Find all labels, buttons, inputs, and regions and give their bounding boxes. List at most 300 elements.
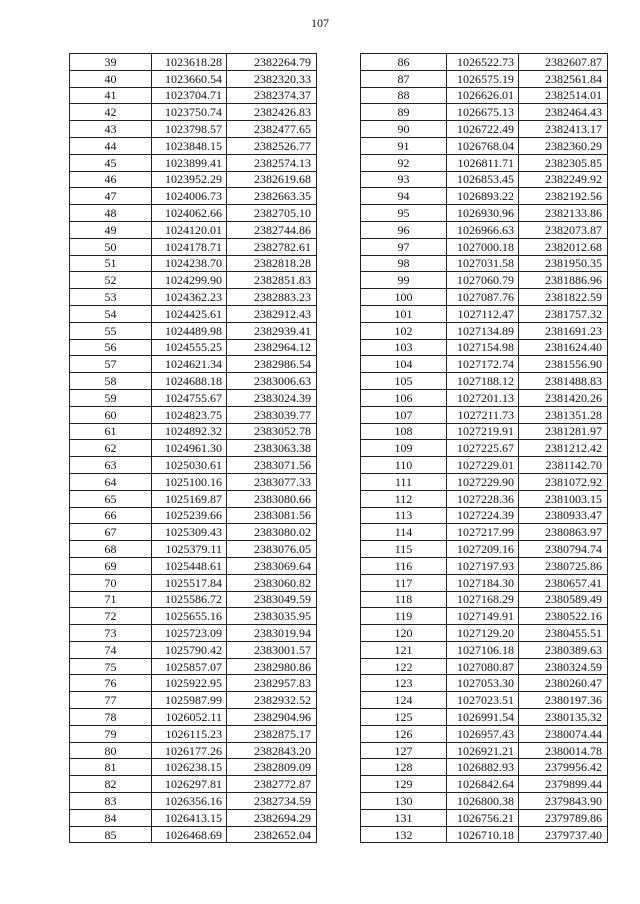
point-number-cell: 123 — [361, 675, 447, 692]
point-number-cell: 91 — [361, 137, 447, 154]
table-row — [361, 608, 608, 625]
x-coordinate-cell: 1025723.09 — [152, 625, 227, 642]
x-coordinate-cell: 1026356.16 — [152, 793, 227, 810]
page-number: 107 — [311, 16, 329, 30]
point-number-cell: 51 — [70, 255, 152, 272]
point-number-cell: 70 — [70, 574, 152, 591]
point-number-cell: 75 — [70, 658, 152, 675]
table-row — [70, 137, 317, 154]
point-number-cell: 65 — [70, 490, 152, 507]
x-coordinate-cell: 1027112.47 — [447, 305, 519, 322]
y-coordinate-cell: 2382939.41 — [227, 322, 317, 339]
table-row — [361, 574, 608, 591]
point-number-cell: 58 — [70, 373, 152, 390]
y-coordinate-cell: 2383069.64 — [227, 557, 317, 574]
x-coordinate-cell: 1026575.19 — [447, 70, 519, 87]
table-row — [361, 70, 608, 87]
table-row — [361, 188, 608, 205]
y-coordinate-cell: 2380324.59 — [519, 658, 608, 675]
x-coordinate-cell: 1023899.41 — [152, 154, 227, 171]
table-row — [70, 457, 317, 474]
y-coordinate-cell: 2382264.79 — [227, 54, 317, 71]
x-coordinate-cell: 1026921.21 — [447, 742, 519, 759]
point-number-cell: 89 — [361, 104, 447, 121]
y-coordinate-cell: 2380725.86 — [519, 557, 608, 574]
point-number-cell: 48 — [70, 205, 152, 222]
point-number-cell: 98 — [361, 255, 447, 272]
table-row — [361, 54, 608, 71]
y-coordinate-cell: 2382320.33 — [227, 70, 317, 87]
point-number-cell: 88 — [361, 87, 447, 104]
x-coordinate-cell: 1025030.61 — [152, 457, 227, 474]
table-row — [70, 423, 317, 440]
x-coordinate-cell: 1027201.13 — [447, 389, 519, 406]
point-number-cell: 47 — [70, 188, 152, 205]
point-number-cell: 130 — [361, 793, 447, 810]
x-coordinate-cell: 1024823.75 — [152, 406, 227, 423]
table-row — [70, 759, 317, 776]
table-row — [361, 389, 608, 406]
point-number-cell: 94 — [361, 188, 447, 205]
point-number-cell: 113 — [361, 507, 447, 524]
table-row — [70, 591, 317, 608]
table-row — [361, 675, 608, 692]
point-number-cell: 110 — [361, 457, 447, 474]
point-number-cell: 129 — [361, 776, 447, 793]
y-coordinate-cell: 2380197.36 — [519, 692, 608, 709]
x-coordinate-cell: 1026115.23 — [152, 725, 227, 742]
x-coordinate-cell: 1026675.13 — [447, 104, 519, 121]
y-coordinate-cell: 2381822.59 — [519, 289, 608, 306]
point-number-cell: 122 — [361, 658, 447, 675]
y-coordinate-cell: 2379843.90 — [519, 793, 608, 810]
point-number-cell: 53 — [70, 289, 152, 306]
point-number-cell: 87 — [361, 70, 447, 87]
point-number-cell: 60 — [70, 406, 152, 423]
x-coordinate-cell: 1025517.84 — [152, 574, 227, 591]
y-coordinate-cell: 2380074.44 — [519, 725, 608, 742]
x-coordinate-cell: 1024961.30 — [152, 440, 227, 457]
point-number-cell: 108 — [361, 423, 447, 440]
x-coordinate-cell: 1026710.18 — [447, 826, 519, 843]
point-number-cell: 120 — [361, 625, 447, 642]
point-number-cell: 50 — [70, 238, 152, 255]
x-coordinate-cell: 1027134.89 — [447, 322, 519, 339]
x-coordinate-cell: 1027224.39 — [447, 507, 519, 524]
table-row — [70, 557, 317, 574]
x-coordinate-cell: 1024755.67 — [152, 389, 227, 406]
x-coordinate-cell: 1027080.87 — [447, 658, 519, 675]
table-row — [70, 255, 317, 272]
table-row — [70, 473, 317, 490]
x-coordinate-cell: 1026413.15 — [152, 809, 227, 826]
table-row — [70, 641, 317, 658]
y-coordinate-cell: 2383080.02 — [227, 524, 317, 541]
y-coordinate-cell: 2381212.42 — [519, 440, 608, 457]
x-coordinate-cell: 1027023.51 — [447, 692, 519, 709]
point-number-cell: 86 — [361, 54, 447, 71]
x-coordinate-cell: 1024425.61 — [152, 305, 227, 322]
point-number-cell: 46 — [70, 171, 152, 188]
y-coordinate-cell: 2383052.78 — [227, 423, 317, 440]
y-coordinate-cell: 2382663.35 — [227, 188, 317, 205]
y-coordinate-cell: 2381886.96 — [519, 272, 608, 289]
point-number-cell: 132 — [361, 826, 447, 843]
table-row — [361, 406, 608, 423]
point-number-cell: 81 — [70, 759, 152, 776]
y-coordinate-cell: 2383019.94 — [227, 625, 317, 642]
table-row — [361, 776, 608, 793]
x-coordinate-cell: 1025239.66 — [152, 507, 227, 524]
table-row — [70, 793, 317, 810]
point-number-cell: 111 — [361, 473, 447, 490]
x-coordinate-cell: 1025448.61 — [152, 557, 227, 574]
y-coordinate-cell: 2383063.38 — [227, 440, 317, 457]
table-row — [70, 608, 317, 625]
x-coordinate-cell: 1026930.96 — [447, 205, 519, 222]
point-number-cell: 116 — [361, 557, 447, 574]
table-row — [361, 289, 608, 306]
table-row — [70, 238, 317, 255]
table-row — [361, 507, 608, 524]
y-coordinate-cell: 2382912.43 — [227, 305, 317, 322]
point-number-cell: 95 — [361, 205, 447, 222]
table-row — [361, 104, 608, 121]
x-coordinate-cell: 1024362.23 — [152, 289, 227, 306]
x-coordinate-cell: 1026811.71 — [447, 154, 519, 171]
x-coordinate-cell: 1027188.12 — [447, 373, 519, 390]
y-coordinate-cell: 2381950.35 — [519, 255, 608, 272]
y-coordinate-cell: 2382964.12 — [227, 339, 317, 356]
table-row — [361, 725, 608, 742]
table-row — [361, 440, 608, 457]
point-number-cell: 112 — [361, 490, 447, 507]
y-coordinate-cell: 2380863.97 — [519, 524, 608, 541]
point-number-cell: 76 — [70, 675, 152, 692]
table-row — [361, 87, 608, 104]
table-row — [70, 121, 317, 138]
table-row — [70, 776, 317, 793]
point-number-cell: 97 — [361, 238, 447, 255]
point-number-cell: 128 — [361, 759, 447, 776]
y-coordinate-cell: 2382012.68 — [519, 238, 608, 255]
coordinates-table-left-body — [70, 54, 317, 843]
y-coordinate-cell: 2382477.65 — [227, 121, 317, 138]
y-coordinate-cell: 2382932.52 — [227, 692, 317, 709]
table-row — [361, 305, 608, 322]
y-coordinate-cell: 2382607.87 — [519, 54, 608, 71]
y-coordinate-cell: 2381072.92 — [519, 473, 608, 490]
y-coordinate-cell: 2382249.92 — [519, 171, 608, 188]
x-coordinate-cell: 1027229.90 — [447, 473, 519, 490]
point-number-cell: 119 — [361, 608, 447, 625]
table-row — [70, 725, 317, 742]
table-row — [70, 809, 317, 826]
x-coordinate-cell: 1027053.30 — [447, 675, 519, 692]
point-number-cell: 56 — [70, 339, 152, 356]
point-number-cell: 84 — [70, 809, 152, 826]
point-number-cell: 103 — [361, 339, 447, 356]
y-coordinate-cell: 2382360.29 — [519, 137, 608, 154]
x-coordinate-cell: 1026882.93 — [447, 759, 519, 776]
table-row — [361, 373, 608, 390]
x-coordinate-cell: 1027106.18 — [447, 641, 519, 658]
table-row — [70, 490, 317, 507]
table-row — [70, 54, 317, 71]
x-coordinate-cell: 1027087.76 — [447, 289, 519, 306]
table-row — [70, 574, 317, 591]
point-number-cell: 93 — [361, 171, 447, 188]
table-row — [361, 793, 608, 810]
point-number-cell: 62 — [70, 440, 152, 457]
point-number-cell: 114 — [361, 524, 447, 541]
table-row — [70, 742, 317, 759]
y-coordinate-cell: 2381420.26 — [519, 389, 608, 406]
y-coordinate-cell: 2381556.90 — [519, 356, 608, 373]
x-coordinate-cell: 1027209.16 — [447, 541, 519, 558]
table-row — [70, 205, 317, 222]
x-coordinate-cell: 1024006.73 — [152, 188, 227, 205]
y-coordinate-cell: 2382514.01 — [519, 87, 608, 104]
table-row — [361, 524, 608, 541]
y-coordinate-cell: 2382374.37 — [227, 87, 317, 104]
y-coordinate-cell: 2382694.29 — [227, 809, 317, 826]
table-row — [361, 809, 608, 826]
y-coordinate-cell: 2383035.95 — [227, 608, 317, 625]
table-row — [70, 507, 317, 524]
point-number-cell: 40 — [70, 70, 152, 87]
y-coordinate-cell: 2382986.54 — [227, 356, 317, 373]
x-coordinate-cell: 1023848.15 — [152, 137, 227, 154]
x-coordinate-cell: 1024062.66 — [152, 205, 227, 222]
y-coordinate-cell: 2382875.17 — [227, 725, 317, 742]
x-coordinate-cell: 1025309.43 — [152, 524, 227, 541]
x-coordinate-cell: 1025586.72 — [152, 591, 227, 608]
point-number-cell: 101 — [361, 305, 447, 322]
table-row — [361, 205, 608, 222]
x-coordinate-cell: 1027225.67 — [447, 440, 519, 457]
table-row — [361, 557, 608, 574]
y-coordinate-cell: 2382561.84 — [519, 70, 608, 87]
point-number-cell: 68 — [70, 541, 152, 558]
x-coordinate-cell: 1025922.95 — [152, 675, 227, 692]
point-number-cell: 54 — [70, 305, 152, 322]
point-number-cell: 124 — [361, 692, 447, 709]
y-coordinate-cell: 2383071.56 — [227, 457, 317, 474]
point-number-cell: 71 — [70, 591, 152, 608]
y-coordinate-cell: 2382734.59 — [227, 793, 317, 810]
point-number-cell: 105 — [361, 373, 447, 390]
y-coordinate-cell: 2380657.41 — [519, 574, 608, 591]
point-number-cell: 73 — [70, 625, 152, 642]
table-row — [70, 389, 317, 406]
y-coordinate-cell: 2383049.59 — [227, 591, 317, 608]
x-coordinate-cell: 1026991.54 — [447, 709, 519, 726]
point-number-cell: 55 — [70, 322, 152, 339]
table-row — [70, 272, 317, 289]
table-row — [361, 625, 608, 642]
point-number-cell: 79 — [70, 725, 152, 742]
y-coordinate-cell: 2381624.40 — [519, 339, 608, 356]
x-coordinate-cell: 1024892.32 — [152, 423, 227, 440]
table-row — [70, 625, 317, 642]
y-coordinate-cell: 2382772.87 — [227, 776, 317, 793]
table-row — [70, 440, 317, 457]
y-coordinate-cell: 2383076.05 — [227, 541, 317, 558]
x-coordinate-cell: 1024299.90 — [152, 272, 227, 289]
point-number-cell: 90 — [361, 121, 447, 138]
x-coordinate-cell: 1027211.73 — [447, 406, 519, 423]
table-row — [361, 759, 608, 776]
x-coordinate-cell: 1024178.71 — [152, 238, 227, 255]
point-number-cell: 131 — [361, 809, 447, 826]
table-row — [361, 339, 608, 356]
x-coordinate-cell: 1026842.64 — [447, 776, 519, 793]
x-coordinate-cell: 1024555.25 — [152, 339, 227, 356]
table-row — [70, 87, 317, 104]
y-coordinate-cell: 2379956.42 — [519, 759, 608, 776]
y-coordinate-cell: 2382526.77 — [227, 137, 317, 154]
table-row — [70, 289, 317, 306]
x-coordinate-cell: 1026893.22 — [447, 188, 519, 205]
y-coordinate-cell: 2383001.57 — [227, 641, 317, 658]
point-number-cell: 126 — [361, 725, 447, 742]
point-number-cell: 85 — [70, 826, 152, 843]
x-coordinate-cell: 1026768.04 — [447, 137, 519, 154]
table-row — [361, 692, 608, 709]
table-row — [70, 171, 317, 188]
y-coordinate-cell: 2381351.28 — [519, 406, 608, 423]
point-number-cell: 61 — [70, 423, 152, 440]
y-coordinate-cell: 2382744.86 — [227, 221, 317, 238]
y-coordinate-cell: 2381488.83 — [519, 373, 608, 390]
point-number-cell: 49 — [70, 221, 152, 238]
table-row — [361, 356, 608, 373]
point-number-cell: 117 — [361, 574, 447, 591]
point-number-cell: 66 — [70, 507, 152, 524]
point-number-cell: 80 — [70, 742, 152, 759]
x-coordinate-cell: 1027172.74 — [447, 356, 519, 373]
point-number-cell: 43 — [70, 121, 152, 138]
table-row — [70, 322, 317, 339]
x-coordinate-cell: 1025100.16 — [152, 473, 227, 490]
y-coordinate-cell: 2381281.97 — [519, 423, 608, 440]
point-number-cell: 39 — [70, 54, 152, 71]
point-number-cell: 41 — [70, 87, 152, 104]
x-coordinate-cell: 1025655.16 — [152, 608, 227, 625]
y-coordinate-cell: 2383024.39 — [227, 389, 317, 406]
point-number-cell: 77 — [70, 692, 152, 709]
x-coordinate-cell: 1026468.69 — [152, 826, 227, 843]
x-coordinate-cell: 1027168.29 — [447, 591, 519, 608]
point-number-cell: 104 — [361, 356, 447, 373]
table-row — [70, 373, 317, 390]
table-row — [361, 709, 608, 726]
y-coordinate-cell: 2383080.66 — [227, 490, 317, 507]
x-coordinate-cell: 1026756.21 — [447, 809, 519, 826]
y-coordinate-cell: 2380522.16 — [519, 608, 608, 625]
point-number-cell: 64 — [70, 473, 152, 490]
point-number-cell: 92 — [361, 154, 447, 171]
table-row — [361, 171, 608, 188]
point-number-cell: 57 — [70, 356, 152, 373]
y-coordinate-cell: 2383060.82 — [227, 574, 317, 591]
table-row — [70, 675, 317, 692]
x-coordinate-cell: 1027219.91 — [447, 423, 519, 440]
x-coordinate-cell: 1026626.01 — [447, 87, 519, 104]
x-coordinate-cell: 1027229.01 — [447, 457, 519, 474]
table-row — [70, 709, 317, 726]
x-coordinate-cell: 1023704.71 — [152, 87, 227, 104]
x-coordinate-cell: 1026052.11 — [152, 709, 227, 726]
x-coordinate-cell: 1023952.29 — [152, 171, 227, 188]
x-coordinate-cell: 1024120.01 — [152, 221, 227, 238]
x-coordinate-cell: 1026522.73 — [447, 54, 519, 71]
y-coordinate-cell: 2383077.33 — [227, 473, 317, 490]
x-coordinate-cell: 1027149.91 — [447, 608, 519, 625]
y-coordinate-cell: 2382073.87 — [519, 221, 608, 238]
x-coordinate-cell: 1026238.15 — [152, 759, 227, 776]
table-row — [70, 305, 317, 322]
x-coordinate-cell: 1024238.70 — [152, 255, 227, 272]
y-coordinate-cell: 2381757.32 — [519, 305, 608, 322]
x-coordinate-cell: 1025987.99 — [152, 692, 227, 709]
table-row — [361, 742, 608, 759]
table-row — [70, 524, 317, 541]
x-coordinate-cell: 1024688.18 — [152, 373, 227, 390]
x-coordinate-cell: 1026297.81 — [152, 776, 227, 793]
x-coordinate-cell: 1027184.30 — [447, 574, 519, 591]
table-row — [70, 221, 317, 238]
x-coordinate-cell: 1027217.99 — [447, 524, 519, 541]
point-number-cell: 125 — [361, 709, 447, 726]
table-row — [70, 188, 317, 205]
point-number-cell: 72 — [70, 608, 152, 625]
table-row — [70, 692, 317, 709]
x-coordinate-cell: 1026722.49 — [447, 121, 519, 138]
point-number-cell: 118 — [361, 591, 447, 608]
point-number-cell: 44 — [70, 137, 152, 154]
point-number-cell: 59 — [70, 389, 152, 406]
point-number-cell: 121 — [361, 641, 447, 658]
table-row — [361, 591, 608, 608]
table-row — [70, 541, 317, 558]
coordinates-table-left — [69, 53, 317, 843]
table-row — [361, 541, 608, 558]
table-row — [361, 423, 608, 440]
y-coordinate-cell: 2382133.86 — [519, 205, 608, 222]
x-coordinate-cell: 1025169.87 — [152, 490, 227, 507]
x-coordinate-cell: 1023618.28 — [152, 54, 227, 71]
table-row — [361, 826, 608, 843]
y-coordinate-cell: 2382957.83 — [227, 675, 317, 692]
table-row — [70, 826, 317, 843]
y-coordinate-cell: 2380794.74 — [519, 541, 608, 558]
table-row — [70, 406, 317, 423]
point-number-cell: 78 — [70, 709, 152, 726]
point-number-cell: 52 — [70, 272, 152, 289]
y-coordinate-cell: 2382883.23 — [227, 289, 317, 306]
x-coordinate-cell: 1027031.58 — [447, 255, 519, 272]
table-row — [70, 104, 317, 121]
x-coordinate-cell: 1026957.43 — [447, 725, 519, 742]
y-coordinate-cell: 2382851.83 — [227, 272, 317, 289]
x-coordinate-cell: 1027129.20 — [447, 625, 519, 642]
y-coordinate-cell: 2379737.40 — [519, 826, 608, 843]
point-number-cell: 102 — [361, 322, 447, 339]
table-row — [70, 658, 317, 675]
table-row — [361, 457, 608, 474]
